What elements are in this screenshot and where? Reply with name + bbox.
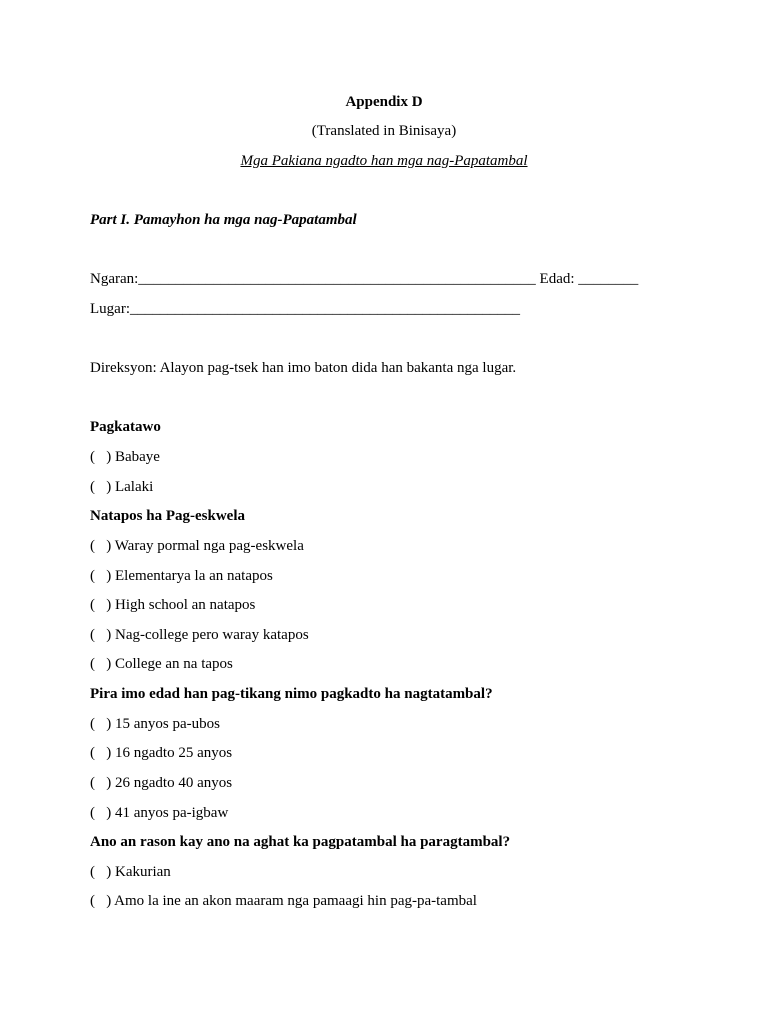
option-age-15-below: ( ) 15 anyos pa-ubos [90, 716, 220, 732]
option-high-school: ( ) High school an natapos [90, 597, 256, 613]
name-age-field: Ngaran:_____________________________________________________ Edad: ________ [90, 271, 639, 287]
document-subtitle: Mga Pakiana ngadto han mga nag-Papatambal [240, 153, 528, 169]
place-field: Lugar:____________________________________________________ [90, 301, 520, 317]
section-title-age: Pira imo edad han pag-tikang nimo pagkadto ha nagtatambal? [90, 686, 493, 702]
section-title-reason: Ano an rason kay ano na aghat ka pagpatambal ha paragtambal? [90, 834, 511, 850]
option-kakurian: ( ) Kakurian [90, 864, 171, 880]
option-only-known-method: ( ) Amo la ine an akon maaram nga pamaagi hin pag-pa-tambal [90, 893, 477, 909]
section-title-education: Natapos ha Pag-eskwela [90, 508, 246, 524]
directions-text: Direksyon: Alayon pag-tsek han imo baton dida han bakanta nga lugar. [90, 360, 517, 376]
appendix-title: Appendix D [345, 94, 423, 110]
option-college-graduate: ( ) College an na tapos [90, 656, 233, 672]
part1-heading: Part I. Pamayhon ha mga nag-Papatambal [90, 212, 357, 228]
option-lalaki: ( ) Lalaki [90, 479, 154, 495]
option-age-26-40: ( ) 26 ngadto 40 anyos [90, 775, 233, 791]
option-babaye: ( ) Babaye [90, 449, 160, 465]
option-no-formal-schooling: ( ) Waray pormal nga pag-eskwela [90, 538, 304, 554]
translation-note: (Translated in Binisaya) [311, 123, 457, 139]
option-age-41-above: ( ) 41 anyos pa-igbaw [90, 805, 229, 821]
option-elementary: ( ) Elementarya la an natapos [90, 568, 273, 584]
section-title-pagkatawo: Pagkatawo [90, 419, 161, 435]
option-age-16-25: ( ) 16 ngadto 25 anyos [90, 745, 233, 761]
option-college-undergrad: ( ) Nag-college pero waray katapos [90, 627, 309, 643]
